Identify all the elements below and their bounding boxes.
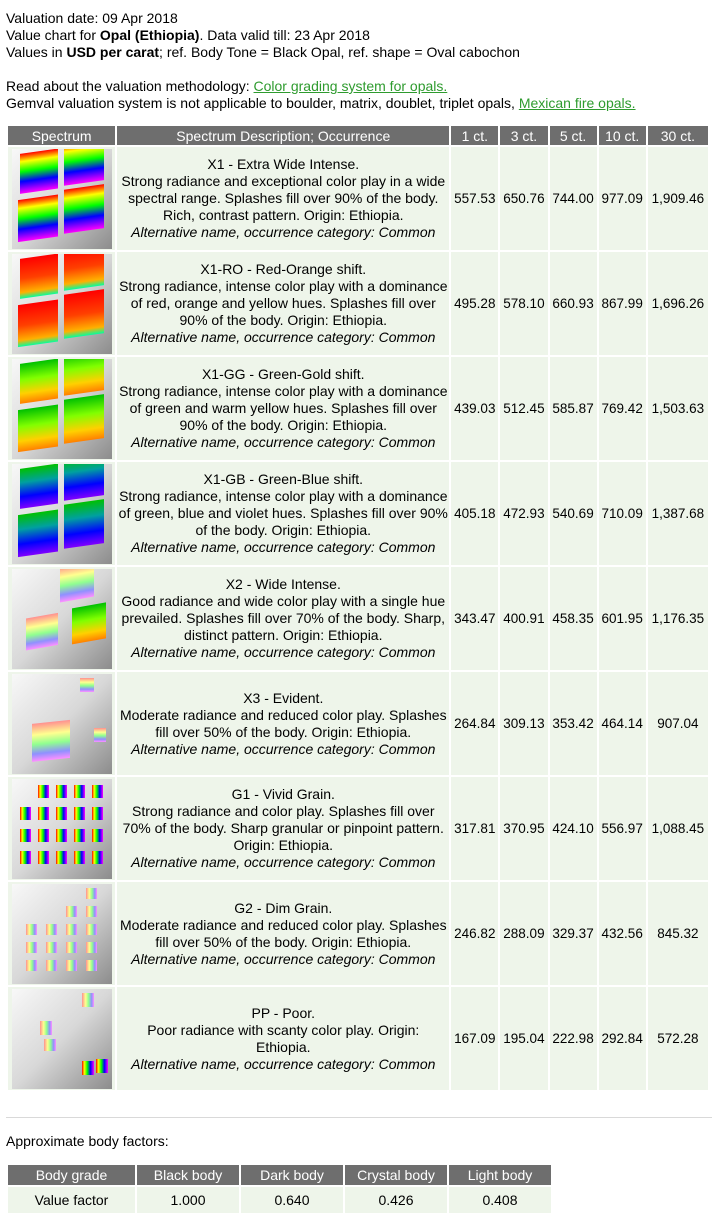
spectrum-description [117,147,449,250]
price-cell: 1,503.63 [648,357,708,460]
page [0,0,716,112]
spectrum-x1-gg-icon [12,359,112,459]
price-cell: 353.42 [550,672,597,775]
table-row [8,357,708,460]
spectrum-grade-title: G1 - Vivid Grain. [231,786,335,802]
spectrum-description-text: Poor radiance with scanty color play. Origin: Ethiopia. [147,1021,420,1055]
price-cell: 264.84 [451,672,498,775]
values-unit: USD per carat [66,44,160,60]
section-divider [6,1117,712,1118]
valuation-date-line [6,10,716,27]
col-header-5ct: 5 ct. [550,126,597,145]
price-cell: 458.35 [550,567,597,670]
price-cell: 1,176.35 [648,567,708,670]
price-cell: 370.95 [500,777,547,880]
price-cell: 512.45 [500,357,547,460]
price-cell: 556.97 [599,777,646,880]
spectrum-description [117,672,449,775]
price-cell: 977.09 [599,147,646,250]
chart-prefix: Value chart for [6,27,100,43]
spectrum-description-text: Strong radiance, intense color play with a dominance of green, blue and violet hues. Splashes fill over 90% of the body. Origin: Ethiopia. [118,488,448,538]
values-prefix: Values in [6,44,67,60]
price-cell: 495.28 [451,252,498,355]
occurrence-text: Alternative name, occurrence category: Common [131,740,436,757]
chart-subject-line [6,27,716,44]
valid-till-date: 23 Apr 2018 [294,27,370,43]
bf-header-light: Light body [449,1165,551,1185]
spectrum-description-text: Strong radiance and color play. Splashes fill over 70% of the body. Sharp granular or pinpoint pattern. Origin: Ethiopia. [122,803,444,853]
price-cell: 572.28 [648,987,708,1090]
price-cell: 424.10 [550,777,597,880]
occurrence-text: Alternative name, occurrence category: Common [131,854,436,870]
values-suffix: ; ref. Body Tone = Black Opal, ref. shape = Oval cabochon [159,44,520,60]
gemval-line [6,95,716,112]
spectrum-x1-icon [12,149,112,249]
price-cell: 343.47 [451,567,498,670]
bf-value-crystal: 0.426 [345,1187,447,1213]
values-unit-line [6,44,716,61]
col-header-1ct: 1 ct. [451,126,498,145]
spectrum-grade-title: PP - Poor. [251,1004,316,1021]
spectrum-g1-icon [12,779,112,879]
spectrum-image-cell [8,252,115,355]
bf-value-dark: 0.640 [241,1187,343,1213]
spectrum-image-cell [8,462,115,565]
spectrum-grade-title: X3 - Evident. [243,689,324,706]
occurrence-text: Alternative name, occurrence category: Common [131,224,436,240]
valuation-table [6,124,710,1092]
spectrum-grade-title: G2 - Dim Grain. [234,899,333,916]
price-cell: 867.99 [599,252,646,355]
occurrence-text: Alternative name, occurrence category: Common [131,644,436,660]
spectrum-pp-icon [12,989,112,1089]
spectrum-description [117,987,449,1090]
body-factors-table [6,1163,553,1215]
methodology-link[interactable]: Color grading system for opals. [253,78,448,94]
price-cell: 246.82 [451,882,498,985]
occurrence-text: Alternative name, occurrence category: Common [131,950,436,967]
valuation-date: 09 Apr 2018 [102,10,178,26]
price-cell: 317.81 [451,777,498,880]
price-cell: 578.10 [500,252,547,355]
spectrum-x2-icon [12,569,112,669]
spectrum-grade-title: X2 - Wide Intense. [225,576,341,592]
col-header-10ct: 10 ct. [599,126,646,145]
spectrum-grade-title: X1 - Extra Wide Intense. [207,156,360,172]
price-cell: 432.56 [599,882,646,985]
bf-value-light: 0.408 [449,1187,551,1213]
price-cell: 195.04 [500,987,547,1090]
col-header-30ct: 30 ct. [648,126,708,145]
price-cell: 744.00 [550,147,597,250]
price-cell: 329.37 [550,882,597,985]
price-cell: 167.09 [451,987,498,1090]
price-cell: 710.09 [599,462,646,565]
price-cell: 601.95 [599,567,646,670]
body-factors-value-row [8,1187,551,1213]
spectrum-image-cell [8,777,115,880]
spectrum-description-text: Strong radiance and exceptional color play in a wide spectral range. Splashes fill over 90% of the body. Rich, contrast pattern. Origin: Ethiopia. [121,173,446,223]
table-row [8,252,708,355]
price-cell: 650.76 [500,147,547,250]
body-factors-title: Approximate body factors: [6,1133,169,1149]
spectrum-image-cell [8,147,115,250]
price-cell: 660.93 [550,252,597,355]
spectrum-description-text: Strong radiance, intense color play with a dominance of green and warm yellow hues. Splashes fill over 90% of the body. Origin: Ethiopia. [119,383,448,433]
spectrum-x1-ro-icon [12,254,112,354]
spectrum-description [117,252,449,355]
price-cell: 845.32 [648,882,708,985]
bf-header-black: Black body [137,1165,239,1185]
spectrum-description-text: Strong radiance, intense color play with a dominance of red, orange and yellow hues. Splashes fill over 90% of the body. Origin: Ethiopia. [119,278,448,328]
col-header-3ct: 3 ct. [500,126,547,145]
col-header-description: Spectrum Description; Occurrence [117,126,449,145]
price-cell: 472.93 [500,462,547,565]
spectrum-image-cell [8,987,115,1090]
spectrum-image-cell [8,672,115,775]
price-cell: 585.87 [550,357,597,460]
mexican-fire-opals-link[interactable]: Mexican fire opals. [518,95,636,111]
spectrum-description-text: Good radiance and wide color play with a single hue prevailed. Splashes fill over 70% of the body. Sharp, distinct pattern. Origin: Ethiopia. [121,593,446,643]
table-row [8,672,708,775]
bf-header-crystal: Crystal body [345,1165,447,1185]
col-header-spectrum: Spectrum [8,126,115,145]
table-row [8,147,708,250]
spectrum-image-cell [8,567,115,670]
spectrum-grade-title: X1-GB - Green-Blue shift. [203,471,364,487]
table-row [8,882,708,985]
spectrum-description [117,462,449,565]
spectrum-grade-title: X1-RO - Red-Orange shift. [200,261,367,277]
price-cell: 288.09 [500,882,547,985]
spectrum-x1-gb-icon [12,464,112,564]
price-cell: 400.91 [500,567,547,670]
spectrum-description [117,882,449,985]
occurrence-text: Alternative name, occurrence category: Common [131,539,436,555]
body-factors-header-row [8,1165,551,1185]
price-cell: 557.53 [451,147,498,250]
price-cell: 769.42 [599,357,646,460]
spectrum-g2-icon [12,884,112,984]
price-cell: 540.69 [550,462,597,565]
price-cell: 222.98 [550,987,597,1090]
occurrence-text: Alternative name, occurrence category: Common [131,1055,436,1072]
price-cell: 292.84 [599,987,646,1090]
spectrum-description [117,357,449,460]
methodology-prefix: Read about the valuation methodology: [6,78,254,94]
price-cell: 1,088.45 [648,777,708,880]
chart-subject: Opal (Ethiopia) [99,27,200,43]
valuation-date-label: Valuation date: [6,10,103,26]
table-row [8,567,708,670]
spectrum-description [117,567,449,670]
bf-value-black: 1.000 [137,1187,239,1213]
table-row [8,987,708,1090]
spectrum-description [117,777,449,880]
price-cell: 309.13 [500,672,547,775]
occurrence-text: Alternative name, occurrence category: Common [131,329,436,345]
price-cell: 1,696.26 [648,252,708,355]
table-header-row [8,126,708,145]
occurrence-text: Alternative name, occurrence category: Common [131,434,436,450]
price-cell: 439.03 [451,357,498,460]
price-cell: 907.04 [648,672,708,775]
spectrum-image-cell [8,357,115,460]
spectrum-grade-title: X1-GG - Green-Gold shift. [201,366,365,382]
valid-label: . Data valid till: [199,27,295,43]
table-row [8,777,708,880]
price-cell: 1,909.46 [648,147,708,250]
spectrum-x3-icon [12,674,112,774]
methodology-line [6,78,716,95]
spectrum-image-cell [8,882,115,985]
bf-header-dark: Dark body [241,1165,343,1185]
price-cell: 405.18 [451,462,498,565]
price-cell: 1,387.68 [648,462,708,565]
price-cell: 464.14 [599,672,646,775]
spectrum-description-text: Moderate radiance and reduced color play. Splashes fill over 50% of the body. Origin: Ethiopia. [119,706,447,740]
spectrum-description-text: Moderate radiance and reduced color play. Splashes fill over 50% of the body. Origin: Ethiopia. [119,916,447,950]
bf-header-grade: Body grade [8,1165,135,1185]
gemval-prefix: Gemval valuation system is not applicable to boulder, matrix, doublet, triplet opals, [6,95,519,111]
table-row [8,462,708,565]
bf-value-label: Value factor [8,1187,135,1213]
